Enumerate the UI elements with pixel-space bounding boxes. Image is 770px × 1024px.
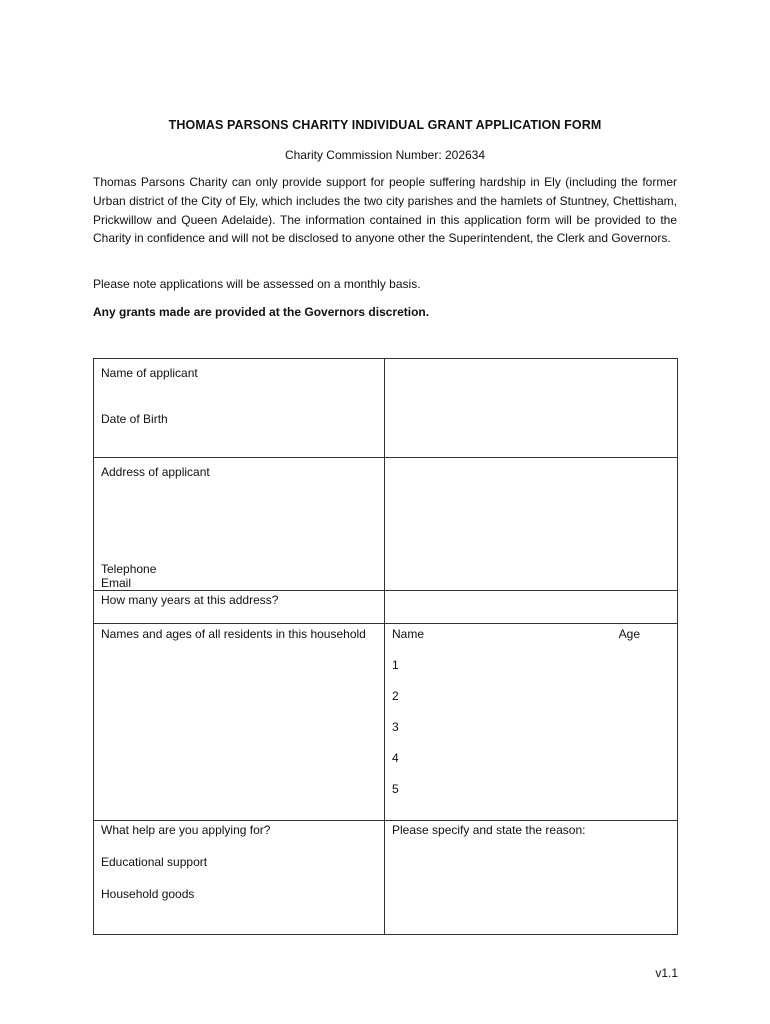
help-reason-label: Please specify and state the reason: [392,823,586,837]
page-title: THOMAS PARSONS CHARITY INDIVIDUAL GRANT APPLICATION FORM [168,118,602,132]
table-row [94,821,678,935]
help-options-cell [94,821,385,935]
residents-name-header: Name [392,627,425,641]
residents-label-cell [94,624,385,821]
applicant-name-dob-field[interactable] [385,359,678,458]
charity-commission-number: Charity Commission Number: 202634 [284,148,486,162]
resident-number-4: 4 [392,751,399,765]
applicant-labels-cell [94,359,385,458]
application-form-table [93,358,678,935]
years-at-address-label: How many years at this address? [101,593,279,607]
version-label: v1.1 [655,966,678,980]
address-labels-cell [94,458,385,591]
table-row [94,359,678,458]
years-label-cell [94,591,385,624]
help-reason-field[interactable] [385,821,678,935]
date-of-birth-label: Date of Birth [101,412,168,426]
name-of-applicant-label: Name of applicant [101,366,198,380]
help-applying-for-label: What help are you applying for? [101,823,271,837]
residents-label: Names and ages of all residents in this household [101,627,366,641]
years-at-address-field[interactable] [385,591,678,624]
resident-number-3: 3 [392,720,399,734]
table-row [94,458,678,591]
intro-paragraph: Thomas Parsons Charity can only provide support for people suffering hardship in Ely (including the former Urban district of the City of Ely, which includes the two city parishes and the hamlets of Stuntney, Chettisham, Prickwillow and Queen Adelaide). The information contained in this application form will be provided to the Charity in confidence and will not be disclosed to anyone other the Superintendent, the Clerk and Governors. [93,175,677,246]
resident-number-5: 5 [392,782,399,796]
resident-number-1: 1 [392,658,399,672]
address-contact-field[interactable] [385,458,678,591]
address-of-applicant-label: Address of applicant [101,465,210,479]
educational-support-option: Educational support [101,855,208,869]
household-goods-option: Household goods [101,887,195,901]
residents-field[interactable] [385,624,678,821]
residents-header [392,627,670,641]
resident-number-2: 2 [392,689,399,703]
governors-discretion-note: Any grants made are provided at the Governors discretion. [93,305,430,319]
residents-age-header: Age [618,627,640,641]
assessment-note: Please note applications will be assessed on a monthly basis. [93,277,421,291]
telephone-label: Telephone [101,562,157,576]
email-label: Email [101,576,132,590]
table-row [94,591,678,624]
table-row [94,624,678,821]
